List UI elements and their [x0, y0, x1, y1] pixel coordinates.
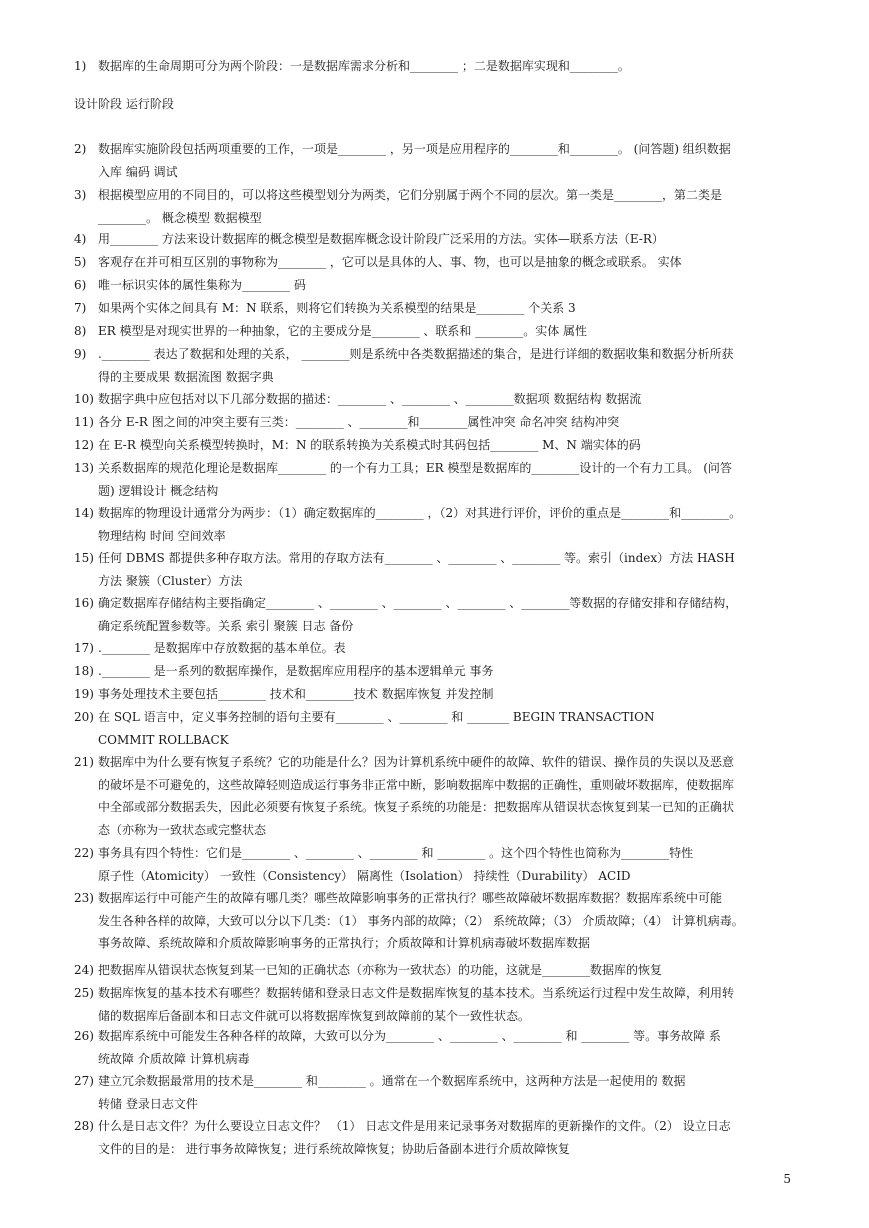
question-text-line: 数据库运行中可能产生的故障有哪几类？哪些故障影响事务的正常执行？哪些故障破坏数据库数据？数据库系统中可能	[98, 891, 723, 905]
question-text-line: .________ 表达了数据和处理的关系， ________则是系统中各类数据描述的集合，是进行详细的数据收集和数据分析所获	[98, 347, 734, 361]
question-number: 7)	[74, 301, 87, 315]
question-number: 13)	[74, 461, 94, 475]
question-text-line: 在 SQL 语言中，定义事务控制的语句主要有________ 、________ 和 _______ BEGIN TRANSACTION	[98, 710, 655, 724]
question-text-line: 客观存在并可相互区别的事物称为________ ，它可以是具体的人、事、物，也可以是抽象的概念或联系。 实体	[98, 255, 682, 269]
question-number: 19)	[74, 687, 94, 701]
question-text-line: 数据字典中应包括对以下几部分数据的描述：________ 、________ 、________数据项 数据结构 数据流	[98, 392, 642, 406]
question-number: 17)	[74, 641, 94, 655]
question-number: 20)	[74, 710, 94, 724]
question-number: 5)	[74, 255, 87, 269]
question-number: 25)	[74, 986, 94, 1000]
question-number: 3)	[74, 188, 87, 202]
question-number: 4)	[74, 232, 87, 246]
question-text-line: 在 E-R 模型向关系模型转换时，M：N 的联系转换为关系模式时其码包括________ M、N 端实体的码	[98, 438, 641, 452]
question-text-line: 任何 DBMS 都提供多种存取方法。常用的存取方法有________ 、________ 、________ 等。索引（index）方法 HASH	[98, 551, 735, 565]
question-text-line: .________ 是一系列的数据库操作，是数据库应用程序的基本逻辑单元 事务	[98, 664, 494, 678]
question-number: 6)	[74, 278, 87, 292]
question-text-line: ER 模型是对现实世界的一种抽象，它的主要成分是________ 、联系和 ________。实体 属性	[98, 324, 588, 338]
question-text-line: 物理结构 时间 空间效率	[98, 528, 226, 543]
question-text-line: 根据模型应用的不同目的，可以将这些模型划分为两类，它们分别属于两个不同的层次。第一类是________，第二类是	[98, 188, 723, 202]
question-text-line: 数据库系统中可能发生各种各样的故障，大致可以分为________ 、________ 、________ 和 ________ 等。事务故障 系	[98, 1029, 721, 1043]
question-text-line: 数据库中为什么要有恢复子系统？它的功能是什么？因为计算机系统中硬件的故障、软件的错误、操作员的失误以及恶意	[98, 755, 735, 769]
question-number: 1)	[74, 59, 87, 73]
question-text-line: 入库 编码 调试	[98, 164, 178, 179]
question-text-line: 文件的目的是： 进行事务故障恢复；进行系统故障恢复；协助后备副本进行介质故障恢复	[98, 1141, 570, 1156]
question-number: 26)	[74, 1029, 94, 1043]
question-number: 21)	[74, 755, 94, 769]
question-number: 8)	[74, 324, 87, 338]
question-text-line: ________。 概念模型 数据模型	[98, 210, 262, 225]
question-text-line: 数据库的物理设计通常分为两步：（1）确定数据库的________ ，（2）对其进行评价，评价的重点是________和________。	[98, 506, 742, 520]
question-text-line: 关系数据库的规范化理论是数据库________ 的一个有力工具；ER 模型是数据库的________设计的一个有力工具。 (问答	[98, 461, 732, 475]
question-text-line: 唯一标识实体的属性集称为________ 码	[98, 278, 306, 292]
question-text-line: 把数据库从错误状态恢复到某一已知的正确状态（亦称为一致状态）的功能，这就是________数据库的恢复	[98, 963, 663, 977]
question-text-line: 各分 E-R 图之间的冲突主要有三类：________ 、________和________属性冲突 命名冲突 结构冲突	[98, 415, 620, 429]
question-text-line: 发生各种各样的故障，大致可以分以下几类：（1） 事务内部的故障；（2） 系统故障；（3） 介质故障；（4） 计算机病毒。	[98, 913, 744, 928]
question-text-line: 题) 逻辑设计 概念结构	[98, 483, 219, 498]
question-number: 24)	[74, 963, 94, 977]
question-number: 15)	[74, 551, 94, 565]
question-text-line: COMMIT ROLLBACK	[98, 732, 229, 747]
question-text-line: 事务具有四个特性：它们是________ 、________ 、________ 和 ________ 。这个四个特性也简称为________特性	[98, 846, 694, 860]
question-text-line: 得的主要成果 数据流图 数据字典	[98, 369, 274, 384]
question-number: 2)	[74, 142, 87, 156]
question-text-line: .________ 是数据库中存放数据的基本单位。表	[98, 641, 346, 655]
question-text-line: 数据库的生命周期可分为两个阶段：一是数据库需求分析和________ ；二是数据库实现和________。	[98, 59, 630, 73]
question-number: 22)	[74, 846, 94, 860]
question-number: 23)	[74, 891, 94, 905]
question-text-line: 设计阶段 运行阶段	[74, 97, 174, 111]
question-text-line: 方法 聚簇（Cluster）方法	[98, 573, 243, 588]
question-number: 27)	[74, 1074, 94, 1088]
question-text-line: 什么是日志文件？为什么要设立日志文件？ （1） 日志文件是用来记录事务对数据库的更新操作的文件。（2） 设立日志	[98, 1119, 731, 1133]
question-text-line: 数据库实施阶段包括两项重要的工作，一项是________ ，另一项是应用程序的________和________。 (问答题) 组织数据	[98, 142, 731, 156]
question-text-line: 态（亦称为一致状态或完整状态	[98, 822, 267, 837]
question-number: 18)	[74, 664, 94, 678]
question-number: 16)	[74, 596, 94, 610]
page-number: 5	[783, 1172, 791, 1186]
question-number: 12)	[74, 438, 94, 452]
question-text-line: 数据库恢复的基本技术有哪些？数据转储和登录日志文件是数据库恢复的基本技术。当系统运行过程中发生故障，利用转	[98, 986, 735, 1000]
question-text-line: 确定系统配置参数等。关系 索引 聚簇 日志 备份	[98, 618, 354, 633]
question-number: 28)	[74, 1119, 94, 1133]
question-text-line: 如果两个实体之间具有 M：N 联系，则将它们转换为关系模型的结果是________ 个关系 3	[98, 301, 576, 315]
question-text-line: 原子性（Atomicity） 一致性（Consistency） 隔离性（Isolation） 持续性（Durability） ACID	[98, 868, 631, 883]
question-text-line: 储的数据库后备副本和日志文件就可以将数据库恢复到故障前的某个一致性状态。	[98, 1008, 531, 1023]
question-number: 10)	[74, 392, 94, 406]
question-text-line: 用________ 方法来设计数据库的概念模型是数据库概念设计阶段广泛采用的方法。实体—联系方法（E-R）	[98, 232, 664, 246]
question-number: 9)	[74, 347, 87, 361]
question-text-line: 中全部或部分数据丢失，因此必须要有恢复子系统。恢复子系统的功能是：把数据库从错误状态恢复到某一已知的正确状	[98, 800, 735, 814]
question-number: 14)	[74, 506, 94, 520]
question-text-line: 统故障 介质故障 计算机病毒	[98, 1051, 250, 1066]
question-text-line: 建立冗余数据最常用的技术是________ 和________ 。通常在一个数据库系统中，这两种方法是一起使用的 数据	[98, 1074, 686, 1088]
question-text-line: 的破坏是不可避免的，这些故障轻则造成运行事务非正常中断，影响数据库中数据的正确性，重则破坏数据库，使数据库	[98, 777, 735, 792]
question-number: 11)	[74, 415, 94, 429]
question-text-line: 转储 登录日志文件	[98, 1096, 198, 1111]
question-text-line: 确定数据库存储结构主要指确定________ 、________ 、________ 、________ 、________等数据的存储安排和存储结构，	[98, 596, 738, 610]
question-text-line: 事务处理技术主要包括________ 技术和________技术 数据库恢复 并发控制	[98, 687, 494, 701]
question-text-line: 事务故障、系统故障和介质故障影响事务的正常执行；介质故障和计算机病毒破坏数据库数据	[98, 936, 591, 950]
